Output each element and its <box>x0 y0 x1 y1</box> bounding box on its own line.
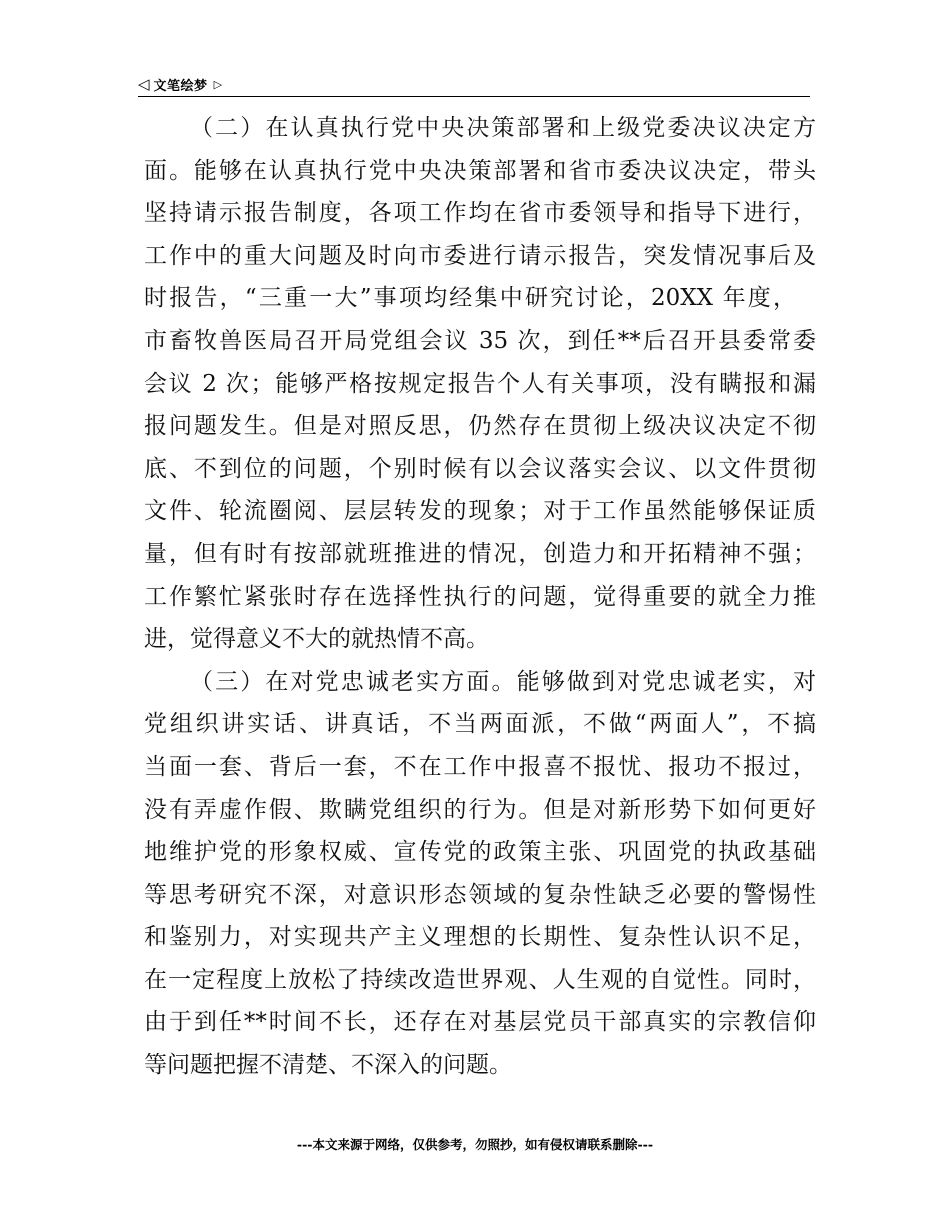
text-line: 等思考研究不深，对意识形态领域的复杂性缺乏必要的警惕性 <box>144 881 816 908</box>
text-line: 文件、轮流圈阅、层层转发的现象；对于工作虽然能够保证质 <box>144 498 816 525</box>
header-title: 文笔绘梦 <box>153 78 208 94</box>
text-line: 党组织讲实话、讲真话，不当两面派，不做“两面人”，不搞 <box>144 711 816 738</box>
text-line: 时报告，“三重一大”事项均经集中研究讨论，20XX 年度， <box>144 285 796 312</box>
text-line: 在一定程度上放松了持续改造世界观、人生观的自觉性。同时， <box>144 966 816 993</box>
text-line: 当面一套、背后一套，不在工作中报喜不报忧、报功不报过， <box>144 753 816 780</box>
text-line: 量，但有时有按部就班推进的情况，创造力和开拓精神不强； <box>144 540 816 567</box>
text-line: 市畜牧兽医局召开局党组会议 35 次，到任**后召开县委常委 <box>144 327 816 354</box>
text-line: 坚持请示报告制度，各项工作均在省市委领导和指导下进行， <box>144 200 816 227</box>
text-line: 底、不到位的问题，个别时候有以会议落实会议、以文件贯彻 <box>144 455 816 482</box>
text-line: 工作繁忙紧张时存在选择性执行的问题，觉得重要的就全力推 <box>144 583 816 610</box>
text-line: 报问题发生。但是对照反思，仍然存在贯彻上级决议决定不彻 <box>144 413 816 440</box>
text-line: 工作中的重大问题及时向市委进行请示报告，突发情况事后及 <box>144 242 816 269</box>
paragraph-2 <box>144 107 816 661</box>
text-line: 会议 2 次；能够严格按规定报告个人有关事项，没有瞒报和漏 <box>144 370 816 397</box>
text-line: 没有弄虚作假、欺瞒党组织的行为。但是对新形势下如何更好 <box>144 796 816 823</box>
text-line: 进，觉得意义不大的就热情不高。 <box>144 626 489 653</box>
text-line: 地维护党的形象权威、宣传党的政策主张、巩固党的执政基础 <box>144 839 816 866</box>
text-line: 由于到任**时间不长，还存在对基层党员干部真实的宗教信仰 <box>144 1009 816 1036</box>
text-line: （三）在对党忠诚老实方面。能够做到对党忠诚老实，对 <box>190 668 816 695</box>
text-line: 等问题把握不清楚、不深入的问题。 <box>144 1052 512 1079</box>
header-divider <box>138 96 810 97</box>
text-line: 和鉴别力，对实现共产主义理想的长期性、复杂性认识不足， <box>144 924 816 951</box>
right-triangle-icon: ▷ <box>213 77 223 91</box>
text-line: 面。能够在认真执行党中央决策部署和省市委决议决定，带头 <box>144 157 816 184</box>
footer-disclaimer: ---本文来源于网络，仅供参考，勿照抄，如有侵权请联系删除--- <box>296 1137 654 1152</box>
left-triangle-icon: ◁ <box>138 74 150 93</box>
document-body <box>144 107 816 1087</box>
page-header <box>138 72 810 96</box>
text-line: （二）在认真执行党中央决策部署和上级党委决议决定方 <box>190 115 816 141</box>
paragraph-3 <box>144 661 816 1087</box>
